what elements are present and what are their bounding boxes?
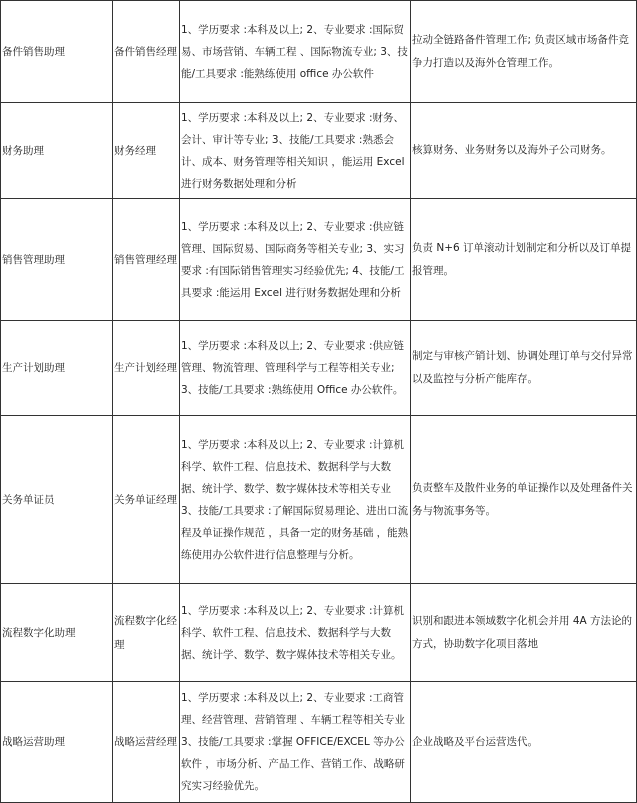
duties-cell: 负责整车及散件业务的单证操作以及处理备件关务与物流事务等。: [411, 416, 637, 584]
career-track-cell: 销售管理经理: [113, 199, 180, 321]
requirements-cell: 1、学历要求 :本科及以上; 2、专业要求 :工商管理、经营管理、营销管理 、车辆工程等相关专业 3、技能/工具要求 :掌握 OFFICE/EXCEL 等办公软件 ，市场分析、产品工作、营销工作、战略研究实习经验优先。: [180, 682, 411, 803]
table-row: [1, 416, 637, 584]
table-row: [1, 584, 637, 682]
table-row: [1, 682, 637, 803]
requirements-cell: 1、学历要求 :本科及以上; 2、专业要求 :供应链管理、国际贸易、国际商务等相关专业; 3、实习要求 :有国际销售管理实习经验优先; 4、技能/工具要求 :能运用 Excel 进行财务数据处理和分析: [180, 199, 411, 321]
table-row: [1, 1, 637, 103]
position-cell: 财务助理: [1, 103, 113, 199]
career-track-cell: 流程数字化经理: [113, 584, 180, 682]
duties-cell: 负责 N+6 订单滚动计划制定和分析以及订单提报管理。: [411, 199, 637, 321]
position-cell: 关务单证员: [1, 416, 113, 584]
table-row: [1, 199, 637, 321]
duties-cell: 制定与审核产销计划、协调处理订单与交付异常以及监控与分析产能库存。: [411, 321, 637, 416]
career-track-cell: 财务经理: [113, 103, 180, 199]
position-cell: 流程数字化助理: [1, 584, 113, 682]
table-row: [1, 103, 637, 199]
position-cell: 销售管理助理: [1, 199, 113, 321]
duties-cell: 拉动全链路备件管理工作; 负责区域市场备件竞争力打造以及海外仓管理工作。: [411, 1, 637, 103]
career-track-cell: 生产计划经理: [113, 321, 180, 416]
career-track-cell: 关务单证经理: [113, 416, 180, 584]
duties-cell: 核算财务、业务财务以及海外子公司财务。: [411, 103, 637, 199]
position-cell: 战略运营助理: [1, 682, 113, 803]
requirements-cell: 1、学历要求 :本科及以上; 2、专业要求 :财务、会计、审计等专业; 3、技能/工具要求 :熟悉会计、成本、财务管理等相关知识 ，能运用 Excel 进行财务数据处理和分析: [180, 103, 411, 199]
requirements-cell: 1、学历要求 :本科及以上; 2、专业要求 :供应链管理、物流管理、管理科学与工程等相关专业; 3、技能/工具要求 :熟练使用 Office 办公软件。: [180, 321, 411, 416]
requirements-cell: 1、学历要求 :本科及以上; 2、专业要求 :计算机科学、软件工程、信息技术、数据科学与大数据、统计学、数学、数字媒体技术等相关专业。: [180, 584, 411, 682]
duties-cell: 企业战略及平台运营迭代。: [411, 682, 637, 803]
requirements-cell: 1、学历要求 :本科及以上; 2、专业要求 :计算机科学、软件工程、信息技术、数据科学与大数据、统计学、数学、数字媒体技术等相关专业 3、技能/工具要求 :了解国际贸易理论、进出口流程及单证操作规范 ，具备一定的财务基础 ，能熟练使用办公软件进行信息整理与分析。: [180, 416, 411, 584]
table-row: [1, 321, 637, 416]
career-track-cell: 战略运营经理: [113, 682, 180, 803]
position-cell: 备件销售助理: [1, 1, 113, 103]
requirements-cell: 1、学历要求 :本科及以上; 2、专业要求 :国际贸易、市场营销、车辆工程 、国际物流专业; 3、技能/工具要求 :能熟练使用 office 办公软件: [180, 1, 411, 103]
duties-cell: 识别和跟进本领域数字化机会并用 4A 方法论的方式，协助数字化项目落地: [411, 584, 637, 682]
position-cell: 生产计划助理: [1, 321, 113, 416]
career-track-cell: 备件销售经理: [113, 1, 180, 103]
